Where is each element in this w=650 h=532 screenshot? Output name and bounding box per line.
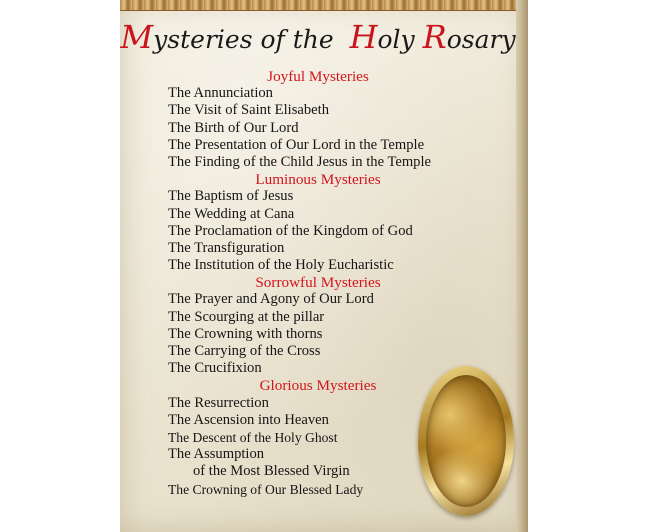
- ornamental-top-border: [120, 0, 528, 11]
- list-item: The Ascension into Heaven: [168, 411, 329, 428]
- title-cap-h: H: [349, 18, 378, 56]
- title-text-1: ysteries of the: [153, 25, 334, 54]
- list-item: The Proclamation of the Kingdom of God: [168, 222, 413, 239]
- title-text-3: osary: [446, 25, 516, 54]
- section-heading-luminous: Luminous Mysteries: [255, 171, 381, 189]
- list-item: The Crucifixion: [168, 360, 262, 377]
- section-heading-sorrowful: Sorrowful Mysteries: [255, 274, 381, 292]
- section-heading-joyful: Joyful Mysteries: [267, 68, 369, 85]
- page-title: [120, 18, 516, 56]
- list-item: The Carrying of the Cross: [168, 343, 321, 359]
- list-item: The Crowning of Our Blessed Lady: [168, 481, 364, 497]
- list-item: The Finding of the Child Jesus in the Temple: [168, 153, 431, 170]
- list-item: The Institution of the Holy Eucharistic: [168, 257, 394, 274]
- list-item: The Scourging at the pillar: [168, 308, 325, 325]
- list-item: The Prayer and Agony of Our Lord: [168, 291, 374, 308]
- list-item-continuation: of the Most Blessed Virgin: [193, 463, 350, 480]
- title-text-2: oly: [377, 25, 415, 54]
- list-item: The Wedding at Cana: [168, 205, 295, 222]
- title-cap-r: R: [422, 18, 447, 56]
- title-cap-m: M: [120, 18, 154, 56]
- rosary-card: [120, 0, 528, 532]
- list-item: The Visit of Saint Elisabeth: [168, 102, 329, 119]
- list-item: The Birth of Our Lord: [168, 119, 299, 136]
- section-heading-glorious: Glorious Mysteries: [259, 377, 377, 395]
- list-item: The Resurrection: [168, 394, 269, 411]
- list-item: The Crowning with thorns: [168, 325, 323, 342]
- gold-medallion-image: [418, 366, 514, 516]
- medallion-center: [426, 375, 506, 507]
- list-item: The Baptism of Jesus: [168, 188, 294, 205]
- list-item: The Assumption: [168, 446, 265, 463]
- list-item: The Transfiguration: [168, 239, 285, 256]
- list-item: The Presentation of Our Lord in the Temple: [168, 136, 425, 153]
- list-item: The Annunciation: [168, 85, 273, 102]
- list-item: The Descent of the Holy Ghost: [168, 429, 338, 445]
- card-right-edge: [516, 0, 528, 532]
